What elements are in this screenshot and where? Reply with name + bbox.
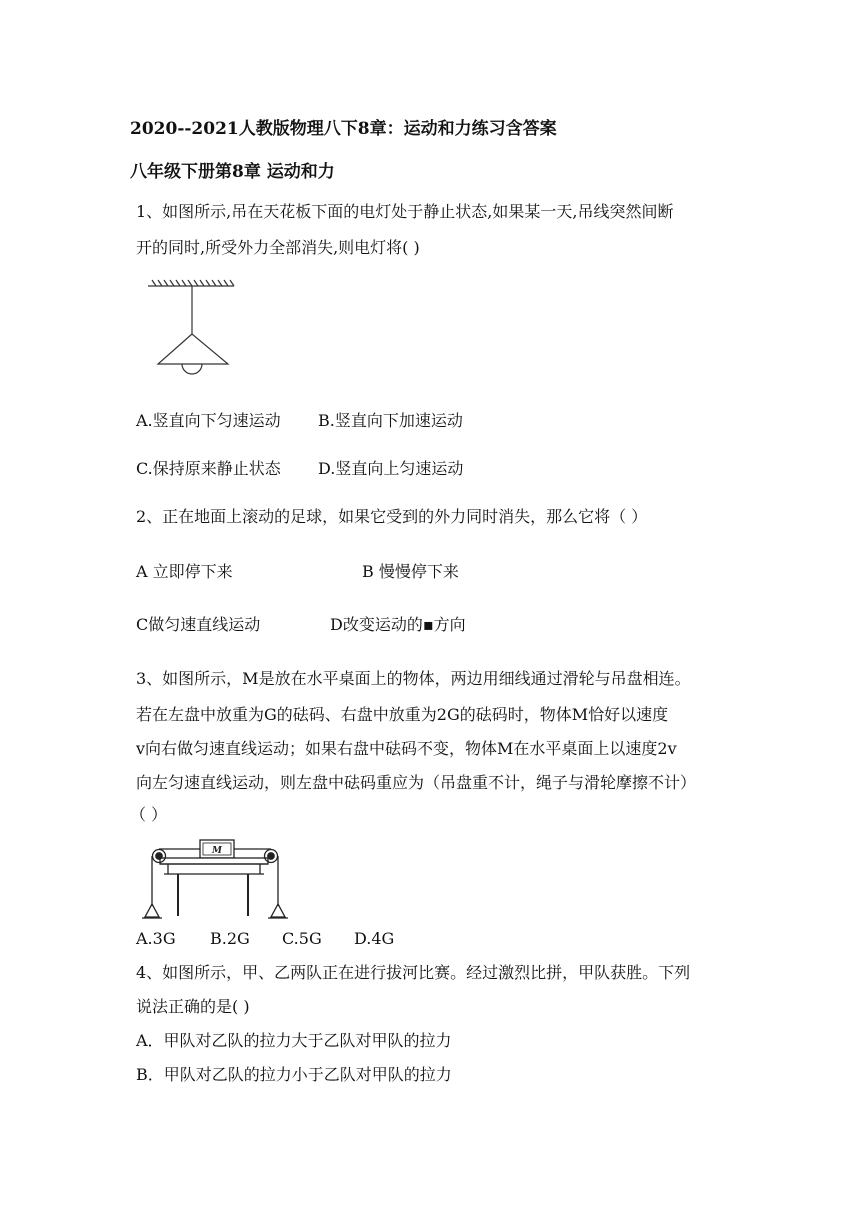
table-top	[160, 858, 268, 864]
q4-stem-line2: 说法正确的是( )	[136, 997, 250, 1016]
q2-option-d: D改变运动的▪方向	[330, 615, 466, 634]
section-heading: 八年级下册第8章 运动和力	[130, 162, 335, 182]
q2-option-a: A 立即停下来	[136, 562, 233, 581]
q1-option-c: C.保持原来静止状态	[136, 459, 281, 478]
document-title: 2020--2021人教版物理八下8章：运动和力练习含答案	[130, 119, 557, 139]
lamp-shade	[158, 334, 228, 364]
hanging-lamp-figure	[144, 278, 244, 383]
q3-answer-blank: （ ）	[130, 805, 168, 824]
q1-option-a: A.竖直向下匀速运动	[136, 411, 281, 430]
q2-option-b: B 慢慢停下来	[362, 562, 459, 581]
q2-stem: 2、正在地面上滚动的足球，如果它受到的外力同时消失，那么它将（ ）	[136, 507, 648, 526]
q1-stem-line1: 1、如图所示,吊在天花板下面的电灯处于静止状态,如果某一天,吊线突然间断	[136, 202, 674, 221]
q3-option-b: B.2G	[210, 929, 250, 948]
q4-option-a: A．甲队对乙队的拉力大于乙队对甲队的拉力	[136, 1031, 452, 1050]
q3-option-a: A.3G	[136, 929, 176, 948]
block-m-label: M	[212, 846, 222, 856]
q4-stem-line1: 4、如图所示，甲、乙两队正在进行拔河比赛。经过激烈比拼，甲队获胜。下列	[136, 963, 691, 982]
q3-stem-line3: v向右做匀速直线运动；如果右盘中砝码不变，物体M在水平桌面上以速度2v	[136, 739, 677, 758]
q2-option-c: C做匀速直线运动	[136, 615, 261, 634]
table-pulley-figure	[138, 834, 288, 922]
q3-option-c: C.5G	[282, 929, 322, 948]
q3-stem-line4: 向左匀速直线运动，则左盘中砝码重应为（吊盘重不计，绳子与滑轮摩擦不计）	[136, 773, 697, 792]
q3-option-d: D.4G	[354, 929, 395, 948]
q4-option-b: B．甲队对乙队的拉力小于乙队对甲队的拉力	[136, 1065, 452, 1084]
q3-stem-line2: 若在左盘中放重为G的砝码、右盘中放重为2G的砝码时，物体M恰好以速度	[136, 705, 669, 724]
lamp-bulb	[182, 364, 202, 374]
q1-option-d: D.竖直向上匀速运动	[318, 459, 464, 478]
q1-option-b: B.竖直向下加速运动	[318, 411, 463, 430]
q3-stem-line1: 3、如图所示，M是放在水平桌面上的物体，两边用细线通过滑轮与吊盘相连。	[136, 669, 691, 688]
q1-stem-line2: 开的同时,所受外力全部消失,则电灯将( )	[136, 238, 420, 257]
